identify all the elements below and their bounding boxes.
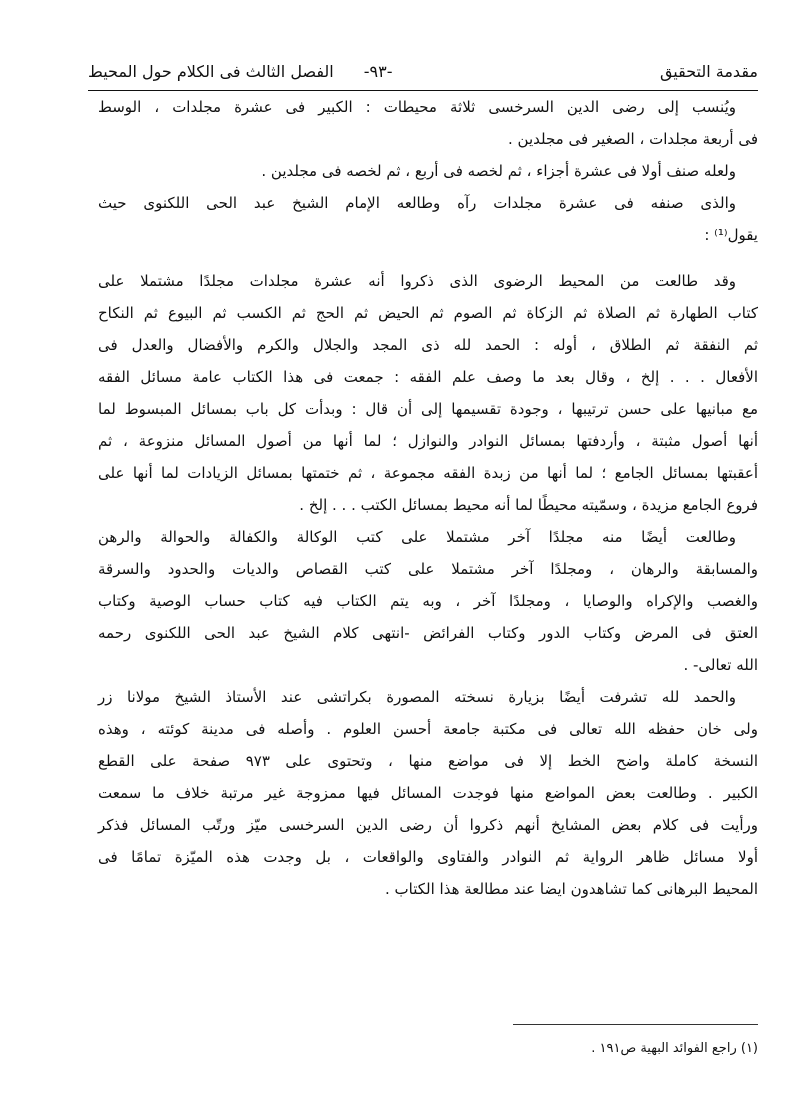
text-line: والذى صنفه فى عشرة مجلدات رآه وطالعه الإمام الشيخ عبد الحى اللكنوى حيث xyxy=(98,194,736,212)
text-line: أعقبتها بمسائل الجامع ؛ لما أنها من زبدة الفقه مجموعة ، ثم ختمتها بمسائل الزيادات لما أنها على xyxy=(98,464,758,482)
text-line: كتاب الطهارة ثم الصلاة ثم الزكاة ثم الصوم ثم الحيض ثم الحج ثم الكسب ثم البيوع ثم النكاح xyxy=(98,304,758,322)
text-line: مع مبانيها على حسن ترتيبها ، وجودة تقسيمها إلى أن قال : وبدأت كل باب بمسائل المبسوط لما xyxy=(98,400,758,418)
text-line: ورأيت فى كلام بعض المشايخ أنهم ذكروا أن رضى الدين السرخسى ميّز ورتّب المسائل فذكر xyxy=(98,816,758,834)
text-line: الكبير . وطالعت بعض المواضع منها فوجدت المسائل فيها ممزوجة غير مرتبة خلاف ما سمعت xyxy=(98,784,758,802)
header-left-group xyxy=(88,60,392,84)
text-line: والحمد لله تشرفت أيضًا بزيارة نسخته المصورة بكراتشى عند الأستاذ الشيخ مولانا زر xyxy=(98,688,736,706)
body-text xyxy=(88,95,758,909)
text-line: أولا مسائل ظاهر الرواية ثم النوادر والفتاوى والواقعات ، بل وجدت هذه الميّزة تمامًا فى xyxy=(98,848,758,866)
text-line: ثم النفقة ثم الطلاق ، أوله : الحمد لله ذى المجد والجلال والكرم والأفضال والعدل فى xyxy=(98,336,758,354)
text-line: وطالعت أيضًا منه مجلدًا آخر مشتملا على كتب الوكالة والكفالة والحوالة والرهن xyxy=(98,528,736,546)
footnote: (١) راجع الفوائد البهية ص١٩١ . xyxy=(591,1041,758,1056)
text-line: العتق فى المرض وكتاب الدور وكتاب الفرائض -انتهى كلام الشيخ عبد الحى اللكنوى رحمه xyxy=(98,624,758,642)
header-book-section: مقدمة التحقيق xyxy=(659,62,758,81)
text-line: فى أربعة مجلدات ، الصغير فى مجلدين . xyxy=(508,130,758,148)
text-line: فروع الجامع مزيدة ، وسمّيته محيطًا لما أنه محيط بمسائل الكتب . . . إلخ . xyxy=(299,496,758,514)
text-line: الله تعالى- . xyxy=(683,656,758,674)
header-chapter-title: الفصل الثالث فى الكلام حول المحيط xyxy=(88,62,334,81)
text-line: يقول⁽¹⁾ : xyxy=(704,226,758,244)
running-header xyxy=(88,60,758,84)
text-line: النسخة كاملة واضح الخط إلا فى مواضع منها ، وتحتوى على ٩٧٣ صفحة على القطع xyxy=(98,752,758,770)
text-line: ويُنسب إلى رضى الدين السرخسى ثلاثة محيطات : الكبير فى عشرة مجلدات ، الوسط xyxy=(98,98,736,116)
text-line: أنها أصول مثبتة ، وأردفتها بمسائل النوادر والنوازل ؛ لما أنها من أصول المسائل منزوعة ، ثم xyxy=(98,432,758,450)
footnote-area xyxy=(88,1008,758,1059)
header-rule xyxy=(88,90,758,91)
text-line: ولى خان حفظه الله تعالى فى مكتبة جامعة أحسن العلوم . وأصله فى مدينة كوئته ، وهذه xyxy=(98,720,758,738)
text-line: الأفعال . . . إلخ ، وقال بعد ما وصف علم الفقه : جمعت فى هذا الكتاب عامة مسائل الفقه xyxy=(98,368,758,386)
page-number: -٩٣- xyxy=(363,62,393,81)
text-line: ولعله صنف أولا فى عشرة أجزاء ، ثم لخصه فى أربع ، ثم لخصه فى مجلدين . xyxy=(261,162,736,180)
text-line: المحيط البرهانى كما تشاهدون ايضا عند مطالعة هذا الكتاب . xyxy=(384,880,758,898)
footnote-rule xyxy=(513,1024,758,1025)
text-line: والمسابقة والرهان ، ومجلدًا آخر مشتملا على كتب القصاص والديات والحدود والسرقة xyxy=(98,560,758,578)
text-line: والغصب والإكراه والوصايا ، ومجلدًا آخر ، وبه يتم الكتاب فيه كتاب حساب الوصية وكتاب xyxy=(98,592,758,610)
text-line: وقد طالعت من المحيط الرضوى الذى ذكروا أنه عشرة مجلدات مجلدًا مشتملا على xyxy=(98,272,736,290)
